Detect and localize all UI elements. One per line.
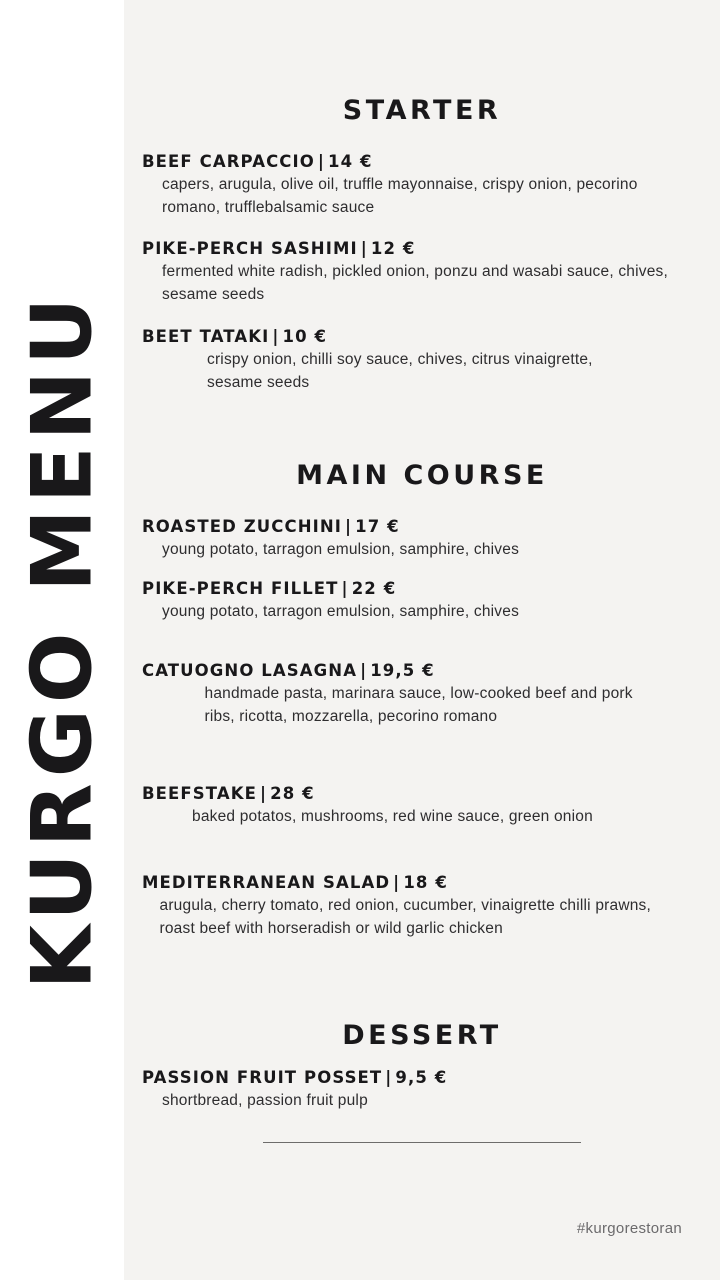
menu-item-separator: | (385, 1068, 393, 1087)
menu-item-heading (142, 239, 702, 258)
menu-item-separator: | (345, 517, 353, 536)
menu-item-beefstake (142, 784, 702, 829)
menu-item-name: BEET TATAKI (142, 327, 270, 346)
menu-item-price: 14 € (328, 152, 373, 171)
menu-item-name: BEEFSTAKE (142, 784, 257, 803)
menu-item-description: shortbread, passion fruit pulp (162, 1092, 368, 1109)
menu-item-description: baked potatos, mushrooms, red wine sauce, green onion (192, 808, 593, 825)
menu-item-separator: | (393, 873, 401, 892)
section-title-dessert: DESSERT (342, 1020, 502, 1051)
vertical-brand-title-text: KURGO MENU (13, 291, 111, 989)
menu-item-price: 17 € (355, 517, 400, 536)
menu-item-heading (142, 579, 702, 598)
menu-item-name: BEEF CARPACCIO (142, 152, 315, 171)
menu-item-heading (142, 784, 702, 803)
menu-item-name: ROASTED ZUCCHINI (142, 517, 342, 536)
menu-content-panel (124, 0, 720, 1280)
menu-item-heading (142, 327, 702, 346)
menu-item-separator: | (317, 152, 325, 171)
left-panel (0, 0, 124, 1280)
menu-item-price: 18 € (403, 873, 448, 892)
menu-item-price: 28 € (270, 784, 315, 803)
section-title-main-course: MAIN COURSE (296, 460, 548, 491)
menu-item-name: PASSION FRUIT POSSET (142, 1068, 383, 1087)
menu-item-description: fermented white radish, pickled onion, ponzu and wasabi sauce, chives, sesame seeds (162, 263, 668, 303)
menu-item-description: young potato, tarragon emulsion, samphire, chives (162, 603, 520, 620)
menu-item-name: PIKE-PERCH SASHIMI (142, 239, 358, 258)
menu-item-price: 19,5 € (370, 661, 435, 680)
menu-item-pike-perch-fillet (142, 579, 702, 624)
vertical-brand-title (0, 0, 124, 1280)
footer-hashtag: #kurgorestoran (576, 1220, 682, 1237)
menu-item-separator: | (341, 579, 349, 598)
menu-item-price: 12 € (370, 239, 416, 258)
menu-item-heading (142, 661, 702, 680)
menu-item-separator: | (360, 239, 368, 258)
menu-item-description: handmade pasta, marinara sauce, low-cooked beef and pork ribs, ricotta, mozzarella, pecorino romano (204, 685, 633, 725)
menu-item-name: PIKE-PERCH FILLET (142, 579, 339, 598)
footer-hashtag-wrap (142, 1220, 682, 1237)
menu-item-catuogno-lasagna (142, 661, 702, 729)
menu-item-separator: | (360, 661, 368, 680)
menu-item-roasted-zucchini (142, 517, 702, 562)
menu-item-passion-fruit-posset (142, 1068, 702, 1113)
menu-item-pike-perch-sashimi (142, 239, 702, 307)
menu-item-price: 9,5 € (395, 1068, 448, 1087)
menu-item-heading (142, 1068, 702, 1087)
menu-item-separator: | (259, 784, 268, 803)
menu-item-beef-carpaccio (142, 152, 702, 220)
menu-item-price: 10 € (282, 327, 328, 346)
menu-item-name: CATUOGNO LASAGNA (142, 661, 358, 680)
menu-item-description: young potato, tarragon emulsion, samphire, chives (162, 541, 520, 558)
menu-item-name: MEDITERRANEAN SALAD (142, 873, 391, 892)
section-main-course (142, 460, 702, 491)
menu-item-separator: | (272, 327, 280, 346)
menu-item-heading (142, 517, 702, 536)
menu-item-description: crispy onion, chilli soy sauce, chives, citrus vinaigrette, sesame seeds (207, 351, 593, 391)
section-starter (142, 95, 702, 126)
menu-item-beet-tataki (142, 327, 702, 395)
menu-item-description: arugula, cherry tomato, red onion, cucumber, vinaigrette chilli prawns, roast beef with horseradish or wild garlic chicken (159, 897, 651, 937)
menu-item-price: 22 € (351, 579, 397, 598)
section-dessert (142, 1020, 702, 1051)
menu-item-description: capers, arugula, olive oil, truffle mayonnaise, crispy onion, pecorino romano, trufflebalsamic sauce (162, 176, 638, 216)
divider-line (263, 1142, 581, 1143)
menu-item-mediterranean-salad (142, 873, 702, 941)
menu-item-heading (142, 873, 702, 892)
section-title-starter: STARTER (342, 95, 502, 126)
footer-divider (142, 1142, 702, 1143)
menu-item-heading (142, 152, 702, 171)
